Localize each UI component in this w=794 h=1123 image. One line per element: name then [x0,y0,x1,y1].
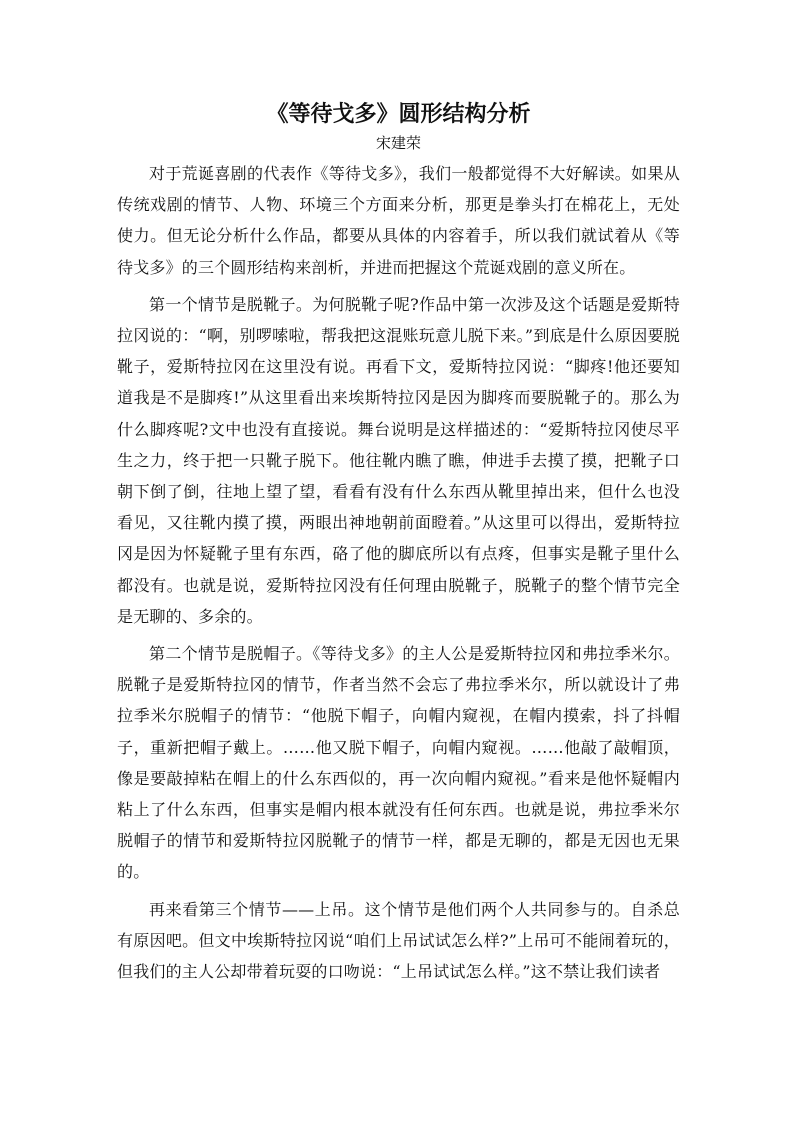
paragraph-2: 第一个情节是脱靴子。为何脱靴子呢?作品中第一次涉及这个话题是爱斯特拉冈说的：“啊，别啰嗦啦，帮我把这混账玩意儿脱下来。”到底是什么原因要脱靴子，爱斯特拉冈在这里没有说。再看下文，爱斯特拉冈说：“脚疼!他还要知道我是不是脚疼!”从这里看出来埃斯特拉冈是因为脚疼而要脱靴子的。那么为什么脚疼呢?文中也没有直接说。舞台说明是这样描述的：“爱斯特拉冈使尽平生之力，终于把一只靴子脱下。他往靴内瞧了瞧，伸进手去摸了摸，把靴子口朝下倒了倒，往地上望了望，看看有没有什么东西从靴里掉出来，但什么也没看见，又往靴内摸了摸，两眼出神地朝前面瞪着。”从这里可以得出，爱斯特拉冈是因为怀疑靴子里有东西，硌了他的脚底所以有点疼，但事实是靴子里什么都没有。也就是说，爱斯特拉冈没有任何理由脱靴子，脱靴子的整个情节完全是无聊的、多余的。 [117,294,680,626]
document-author: 宋建荣 [375,134,421,152]
document-title: 《等待戈多》圆形结构分析 [266,101,531,127]
paragraph-1: 对于荒诞喜剧的代表作《等待戈多》，我们一般都觉得不大好解读。如果从传统戏剧的情节、人物、环境三个方面来分析，那更是拳头打在棉花上，无处使力。但无论分析什么作品，都要从具体的内容着手，所以我们就试着从《等待戈多》的三个圆形结构来剖析，并进而把握这个荒诞戏剧的意义所在。 [117,164,680,277]
document-page [117,98,680,993]
paragraph-3: 第二个情节是脱帽子。《等待戈多》的主人公是爱斯特拉冈和弗拉季米尔。脱靴子是爱斯特拉冈的情节，作者当然不会忘了弗拉季米尔，所以就设计了弗拉季米尔脱帽子的情节：“他脱下帽子，向帽内窥视，在帽内摸索，抖了抖帽子，重新把帽子戴上。……他又脱下帽子，向帽内窥视。……他敲了敲帽顶，像是要敲掉粘在帽上的什么东西似的，再一次向帽内窥视。”看来是他怀疑帽内粘上了什么东西，但事实是帽内根本就没有任何东西。也就是说，弗拉季米尔脱帽子的情节和爱斯特拉冈脱靴子的情节一样，都是无聊的，都是无因也无果的。 [117,644,680,882]
paragraph-4: 再来看第三个情节——上吊。这个情节是他们两个人共同参与的。自杀总有原因吧。但文中埃斯特拉冈说“咱们上吊试试怎么样?”上吊可不能闹着玩的，但我们的主人公却带着玩耍的口吻说：“上吊试试怎么样。”这不禁让我们读者 [117,899,680,982]
